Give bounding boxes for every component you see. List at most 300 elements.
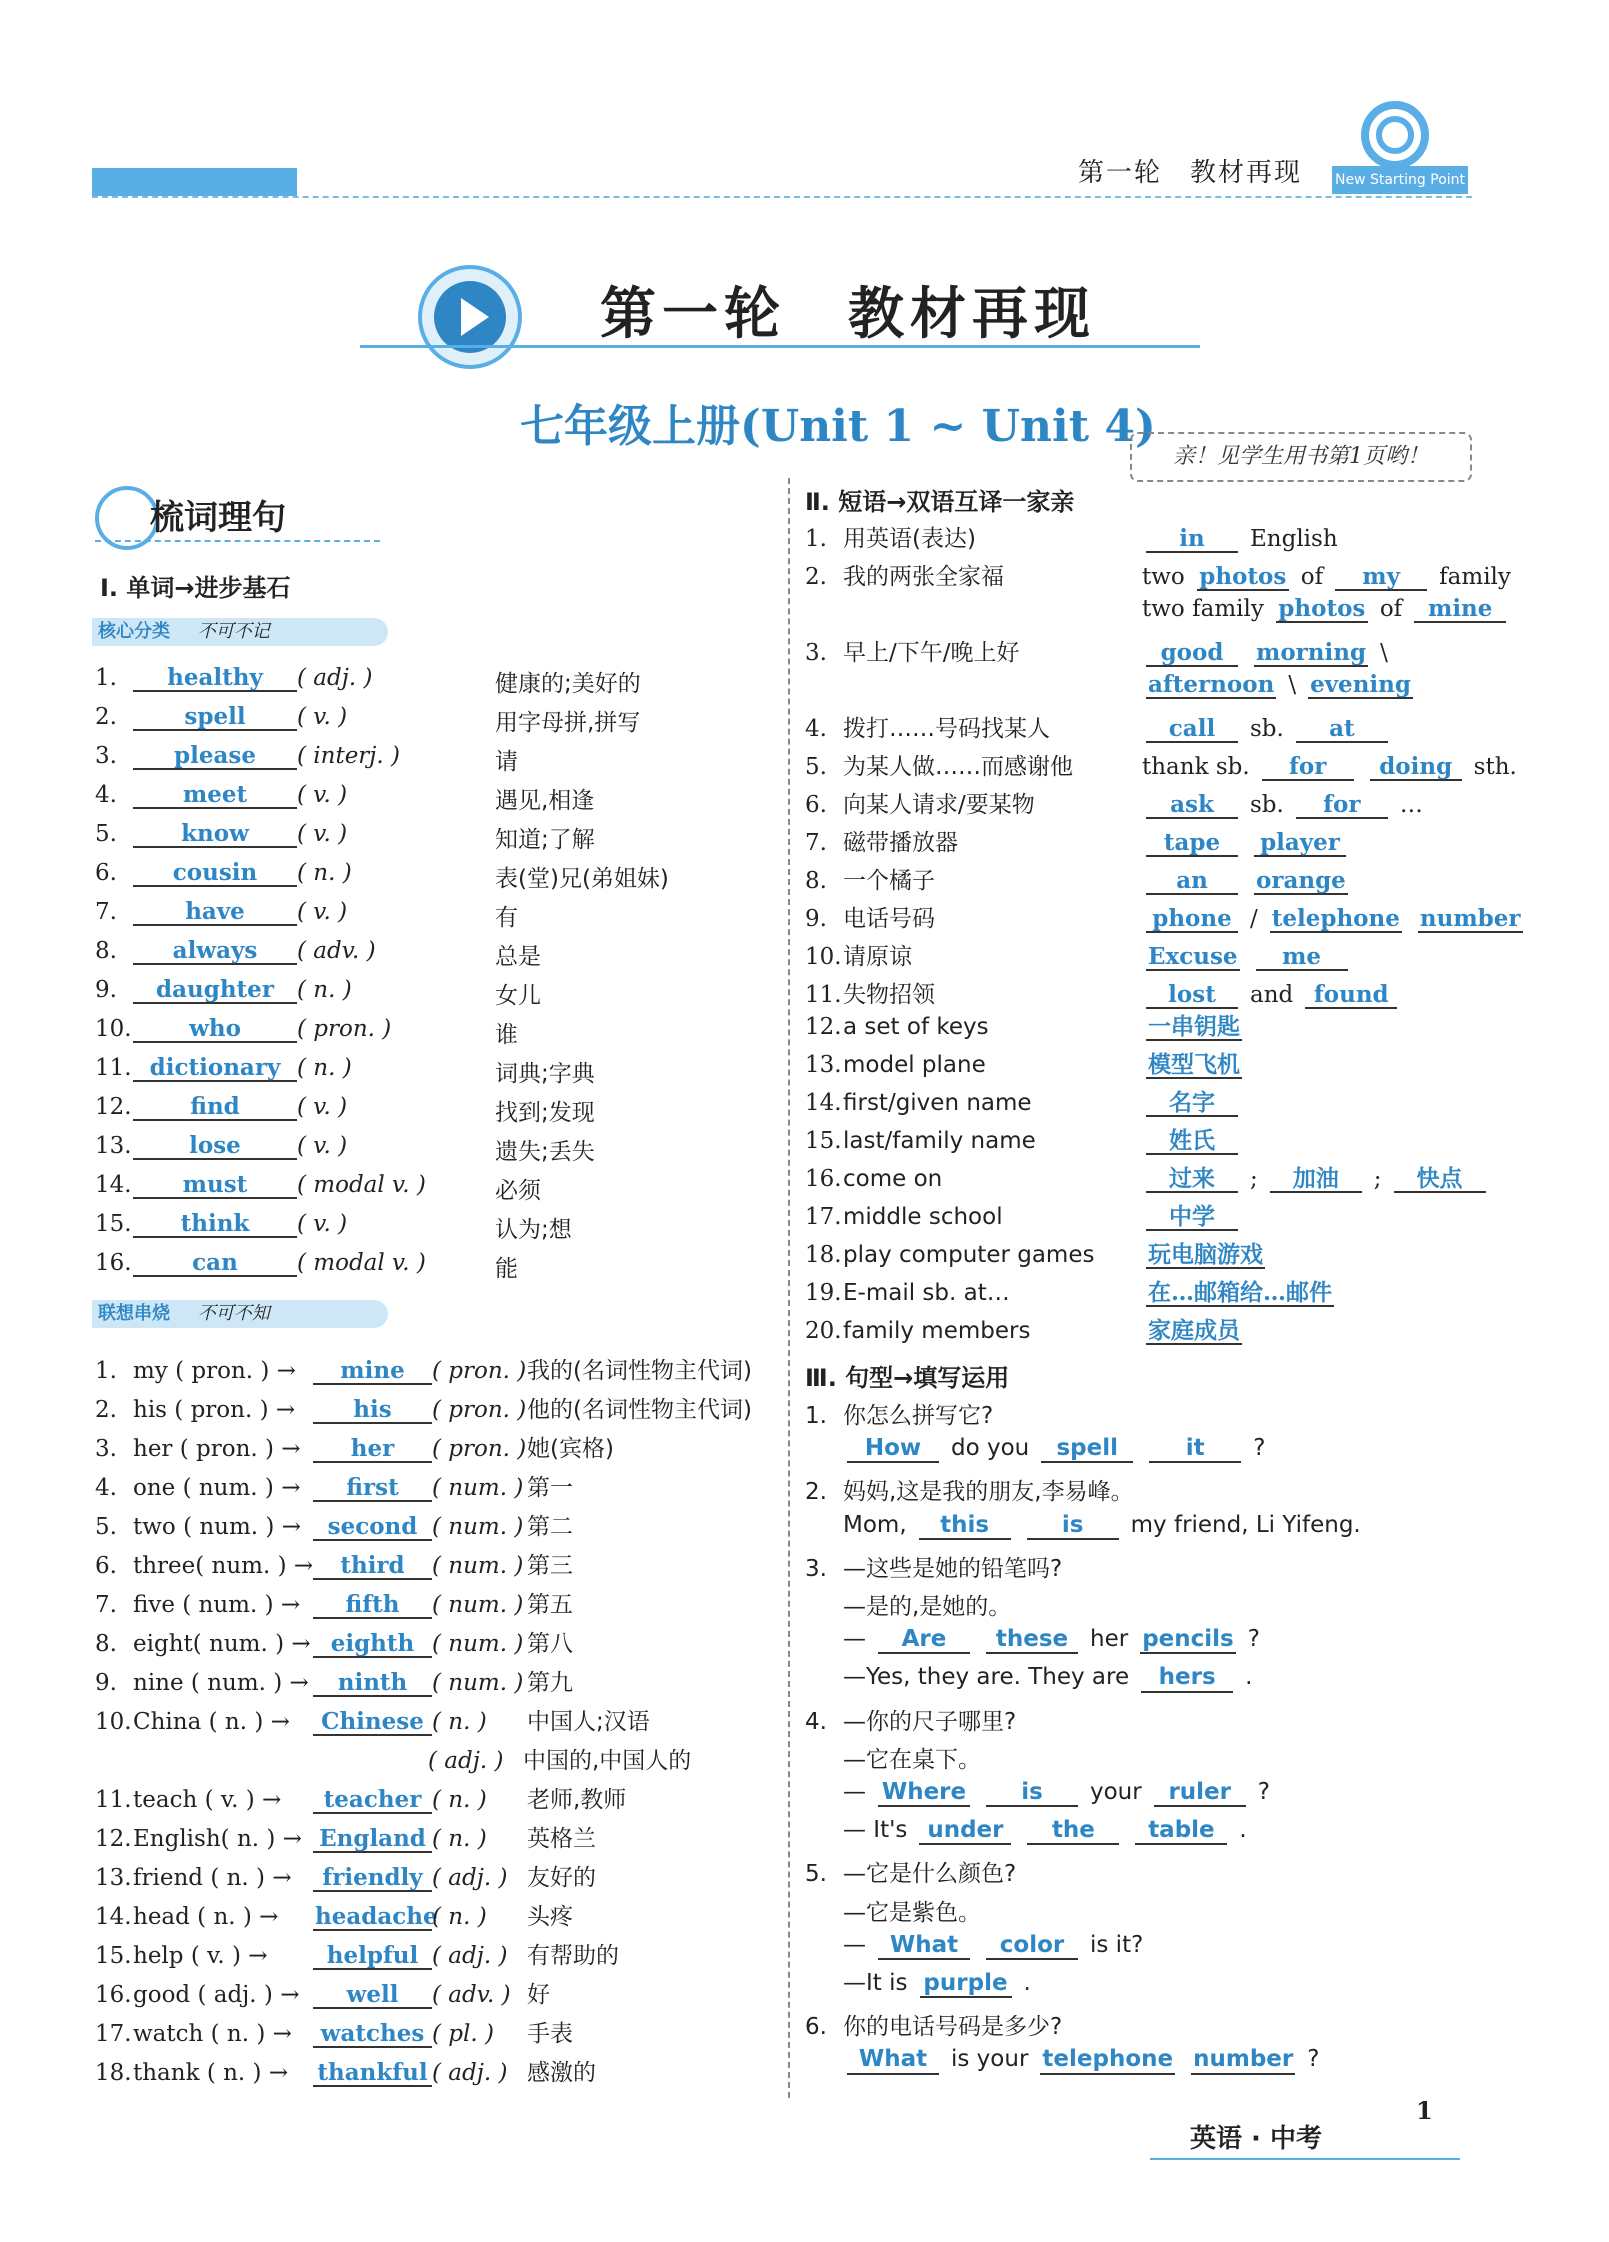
source-word: thank ( n. ) → (133, 2060, 289, 2086)
answer-blank: hers (1141, 1665, 1233, 1692)
part-of-speech: ( n. ) (297, 977, 352, 1003)
phrase-text: ? (1247, 1626, 1260, 1653)
item-number: 11. (95, 1787, 132, 1813)
item-number: 3. (95, 1436, 117, 1462)
phrase-prompt: 为某人做……而感谢他 (843, 754, 1073, 780)
answer-blank: mine (1414, 596, 1506, 623)
answer-blank: Are (878, 1627, 970, 1654)
answer-blank: thankful (313, 2060, 432, 2087)
part-of-speech: ( n. ) (432, 1826, 487, 1852)
phrase-row (805, 520, 1342, 553)
source-word: her ( pron. ) → (133, 1436, 301, 1462)
phrase-text: of (1379, 596, 1403, 622)
answer-blank: ruler (1154, 1780, 1246, 1807)
word-row (95, 1093, 595, 1126)
answer-blank: headache (315, 1903, 438, 1930)
phrase-row (805, 1090, 1246, 1117)
answer-blank: lose (133, 1133, 297, 1160)
sentence-row (805, 1397, 997, 1430)
item-number: 9. (805, 906, 827, 932)
item-number: 5. (95, 821, 117, 847)
item-number: 15. (95, 1943, 132, 1969)
answer-blank: ask (1146, 792, 1238, 819)
phrase-text: —这些是她的铅笔吗? (843, 1555, 1063, 1582)
word-row (95, 820, 595, 853)
phrase-row (805, 596, 1514, 623)
answer-blank: fifth (313, 1592, 432, 1619)
answer-blank: color (986, 1933, 1078, 1960)
answer-blank: 中学 (1146, 1204, 1238, 1231)
answer-blank: her (313, 1436, 432, 1463)
association-row (95, 1664, 573, 1697)
part-of-speech: ( pron. ) (432, 1358, 527, 1384)
source-word: nine ( num. ) → (133, 1670, 309, 1696)
word-meaning: 英格兰 (527, 1826, 596, 1852)
phrase-text: English (1250, 526, 1338, 552)
tag-core (92, 618, 388, 646)
answer-blank: 名字 (1146, 1090, 1238, 1117)
section-title: 梳词理句 (150, 498, 286, 538)
part-of-speech: ( v. ) (297, 821, 348, 847)
sentence-row (805, 1664, 1256, 1692)
footer-subject: 英语 · 中考 (1190, 2124, 1322, 2154)
word-meaning: 头疼 (527, 1904, 573, 1930)
phrase-text: . (1245, 1664, 1253, 1691)
phrase-prompt: 拨打……号码找某人 (843, 716, 1050, 742)
answer-blank: 一串钥匙 (1148, 1013, 1240, 1040)
phrase-row (805, 824, 1354, 857)
phrase-text: ; (1373, 1166, 1382, 1192)
item-number: 4. (805, 1708, 827, 1735)
phrase-text: sb. (1250, 716, 1284, 742)
answer-blank: photos (1197, 564, 1289, 591)
word-meaning: 遗失;丢失 (495, 1139, 595, 1165)
item-number: 10. (95, 1016, 132, 1042)
part-of-speech: ( modal v. ) (297, 1250, 426, 1276)
association-row (95, 1742, 691, 1775)
part-of-speech: ( v. ) (297, 782, 348, 808)
word-row (95, 703, 641, 736)
item-number: 1. (95, 1358, 117, 1384)
sentence-row (805, 1932, 1147, 1960)
answer-blank: mine (313, 1358, 432, 1385)
part-of-speech: ( pl. ) (432, 2021, 494, 2047)
answer-blank: well (313, 1982, 432, 2009)
word-row (95, 976, 541, 1009)
phrase-text: / (1250, 906, 1258, 932)
word-meaning: 找到;发现 (495, 1100, 595, 1126)
answer-blank: afternoon (1148, 671, 1275, 698)
word-meaning: 遇见,相逢 (495, 788, 595, 814)
word-meaning: 认为;想 (495, 1217, 572, 1243)
answer-blank: third (313, 1553, 432, 1580)
answer-blank: lost (1146, 982, 1238, 1009)
phrase-row (805, 1242, 1273, 1269)
item-number: 20. (805, 1318, 842, 1344)
item-number: 16. (95, 1982, 132, 2008)
phrase-row (805, 938, 1356, 971)
sentence-row (805, 2008, 1066, 2041)
item-number: 15. (95, 1211, 132, 1237)
phrase-row (805, 1166, 1494, 1193)
answer-blank: healthy (133, 665, 297, 692)
word-meaning: 他的(名词性物主代词) (527, 1397, 752, 1423)
word-meaning: 第三 (527, 1553, 573, 1579)
association-row (95, 1859, 596, 1892)
item-number: 16. (805, 1166, 842, 1192)
answer-blank: think (133, 1211, 297, 1238)
word-meaning: 用字母拼,拼写 (495, 710, 641, 736)
phrase-text: 妈妈,这是我的朋友,李易峰。 (843, 1479, 1134, 1506)
part2-title: Ⅱ. 短语→双语互译一家亲 (805, 488, 1075, 516)
page-subtitle: 七年级上册(Unit 1 ~ Unit 4) (520, 401, 1156, 452)
part-of-speech: ( modal v. ) (297, 1172, 426, 1198)
phrase-text: sb. (1250, 792, 1284, 818)
phrase-prompt: 电话号码 (843, 906, 935, 932)
phrase-text: . (1239, 1817, 1247, 1844)
sentence-row (805, 1473, 1138, 1506)
spiral-logo-icon (1360, 100, 1430, 170)
word-meaning: 友好的 (527, 1865, 596, 1891)
page-number: 1 (1416, 2096, 1433, 2125)
answer-blank: have (133, 899, 297, 926)
source-word: three( num. ) → (133, 1553, 314, 1579)
item-number: 14. (805, 1090, 842, 1116)
sentence-row (805, 1855, 1020, 1888)
part-of-speech: ( v. ) (297, 1211, 348, 1237)
part-of-speech: ( pron. ) (297, 1016, 392, 1042)
column-divider (788, 478, 790, 2098)
answer-blank: orange (1256, 867, 1346, 894)
sentence-row (805, 2046, 1323, 2074)
item-number: 6. (95, 1553, 117, 1579)
word-row (95, 1210, 572, 1243)
phrase-row (805, 710, 1396, 743)
association-row (95, 2054, 596, 2087)
association-row (95, 1820, 596, 1853)
answer-blank: number (1419, 905, 1521, 932)
word-row (95, 1171, 541, 1204)
answer-blank: call (1146, 716, 1238, 743)
association-row (95, 2015, 573, 2048)
answer-blank: is (1027, 1513, 1119, 1540)
source-word: five ( num. ) → (133, 1592, 301, 1618)
word-meaning: 第二 (527, 1514, 573, 1540)
item-number: 11. (95, 1055, 132, 1081)
phrase-text: — (843, 1931, 866, 1958)
answer-blank: meet (133, 782, 297, 809)
item-number: 17. (95, 2021, 132, 2047)
phrase-row (805, 1014, 1250, 1041)
item-number: 2. (95, 704, 117, 730)
phrase-text: Mom, (843, 1511, 907, 1538)
answer-blank: What (847, 2047, 939, 2074)
answer-blank: tape (1146, 830, 1238, 857)
answer-blank: it (1149, 1436, 1241, 1463)
source-word: one ( num. ) → (133, 1475, 301, 1501)
answer-blank: number (1191, 2047, 1295, 2074)
item-number: 7. (95, 1592, 117, 1618)
word-row (95, 1054, 595, 1087)
phrase-text: —你的尺子哪里? (843, 1708, 1017, 1735)
part-of-speech: ( adj. ) (428, 1748, 504, 1774)
part-of-speech: ( adj. ) (432, 2060, 508, 2086)
association-row (95, 1703, 650, 1736)
phrase-text: her (1090, 1626, 1129, 1653)
item-number: 8. (805, 868, 827, 894)
phrase-prompt: 向某人请求/要某物 (843, 792, 1035, 818)
phrase-row (805, 634, 1392, 667)
part-of-speech: ( num. ) (432, 1670, 524, 1696)
answer-blank: at (1296, 716, 1388, 743)
part-of-speech: ( v. ) (297, 704, 348, 730)
word-meaning: 谁 (495, 1022, 518, 1048)
phrase-prompt: first/given name (843, 1090, 1032, 1116)
part-of-speech: ( num. ) (432, 1631, 524, 1657)
tag-association-label: 联想串烧 (98, 1303, 170, 1324)
answer-blank: know (133, 821, 297, 848)
item-number: 18. (95, 2060, 132, 2086)
footer-underline (1150, 2158, 1460, 2160)
word-meaning: 中国人;汉语 (527, 1709, 650, 1735)
phrase-prompt: 我的两张全家福 (843, 564, 1004, 590)
phrase-text: —它是什么颜色? (843, 1861, 1017, 1888)
source-word: good ( adj. ) → (133, 1982, 300, 2008)
item-number: 14. (95, 1904, 132, 1930)
header-title: 第一轮 教材再现 (1078, 158, 1303, 188)
item-number: 2. (805, 1479, 827, 1506)
part1-title: Ⅰ. 单词→进步基石 (100, 574, 291, 602)
item-number: 8. (95, 1631, 117, 1657)
word-meaning: 第五 (527, 1592, 573, 1618)
sentence-row (805, 1550, 1066, 1583)
answer-blank: spell (133, 704, 297, 731)
item-number: 12. (805, 1014, 842, 1040)
student-book-note: 亲！见学生用书第1页哟！ (1130, 432, 1472, 482)
play-icon (415, 262, 525, 372)
answer-blank: found (1305, 982, 1397, 1009)
answer-blank: can (133, 1250, 297, 1277)
word-row (95, 742, 518, 775)
sentence-row (805, 1588, 1015, 1621)
answer-blank: in (1146, 526, 1238, 553)
phrase-text: —Yes, they are. They are (843, 1664, 1130, 1691)
part-of-speech: ( n. ) (297, 860, 352, 886)
phrase-prompt: E-mail sb. at… (843, 1280, 1010, 1306)
source-word: head ( n. ) → (133, 1904, 279, 1930)
item-number: 6. (805, 792, 827, 818)
tag-core-label: 核心分类 (98, 621, 170, 642)
phrase-prompt: 一个橘子 (843, 868, 935, 894)
item-number: 2. (95, 1397, 117, 1423)
answer-blank: What (878, 1933, 970, 1960)
item-number: 15. (805, 1128, 842, 1154)
phrase-prompt: play computer games (843, 1242, 1095, 1268)
item-number: 3. (805, 1555, 827, 1582)
answer-blank: for (1262, 754, 1354, 781)
phrase-row (805, 558, 1515, 591)
source-word: two ( num. ) → (133, 1514, 301, 1540)
word-meaning: 词典;字典 (495, 1061, 595, 1087)
answer-blank: dictionary (133, 1055, 297, 1082)
part-of-speech: ( n. ) (432, 1904, 487, 1930)
phrase-row (805, 672, 1421, 699)
word-row (95, 937, 541, 970)
phrase-text: ; (1250, 1166, 1258, 1192)
item-number: 13. (805, 1052, 842, 1078)
answer-blank: good (1146, 640, 1238, 667)
item-number: 17. (805, 1204, 842, 1230)
section-underline (95, 540, 380, 542)
item-number: 4. (95, 782, 117, 808)
source-word: his ( pron. ) → (133, 1397, 296, 1423)
word-row (95, 1132, 595, 1165)
phrase-row (805, 748, 1521, 781)
association-row (95, 1937, 619, 1970)
word-meaning: 我的(名词性物主代词) (527, 1358, 752, 1384)
part-of-speech: ( num. ) (432, 1514, 524, 1540)
phrase-text: —它是紫色。 (843, 1899, 981, 1926)
phrase-text: two (1142, 564, 1185, 590)
answer-blank: me (1256, 944, 1348, 971)
item-number: 6. (805, 2014, 827, 2041)
phrase-text: 你怎么拼写它? (843, 1403, 994, 1429)
association-row (95, 1352, 752, 1385)
word-meaning: 知道;了解 (495, 827, 595, 853)
answer-blank: helpful (313, 1943, 432, 1970)
item-number: 3. (805, 640, 827, 666)
phrase-prompt: model plane (843, 1052, 986, 1078)
phrase-row (805, 1204, 1246, 1231)
item-number: 3. (95, 743, 117, 769)
phrase-text: —是的,是她的。 (843, 1594, 1012, 1620)
source-word: eight( num. ) → (133, 1631, 311, 1657)
answer-blank: Chinese (313, 1709, 432, 1736)
header-bar (92, 168, 297, 196)
part-of-speech: ( adv. ) (297, 938, 376, 964)
answer-blank: 家庭成员 (1148, 1317, 1240, 1344)
answer-blank: 姓氏 (1146, 1128, 1238, 1155)
word-meaning: 有 (495, 905, 518, 931)
answer-blank: teacher (313, 1787, 432, 1814)
item-number: 4. (805, 716, 827, 742)
item-number: 9. (95, 1670, 117, 1696)
part-of-speech: ( v. ) (297, 899, 348, 925)
word-meaning: 能 (495, 1256, 518, 1282)
phrase-row (805, 976, 1405, 1009)
sentence-row (805, 1703, 1020, 1736)
source-word: teach ( v. ) → (133, 1787, 282, 1813)
answer-blank: the (1027, 1818, 1119, 1845)
association-row (95, 1586, 573, 1619)
answer-blank: photos (1276, 596, 1368, 623)
item-number: 10. (805, 944, 842, 970)
phrase-text: 你的电话号码是多少? (843, 2014, 1063, 2041)
answer-blank: always (133, 938, 297, 965)
word-row (95, 1249, 518, 1282)
sentence-row (805, 1779, 1274, 1807)
item-number: 2. (805, 564, 827, 590)
association-row (95, 1898, 573, 1931)
source-word: help ( v. ) → (133, 1943, 268, 1969)
answer-blank: morning (1256, 639, 1367, 666)
source-word: China ( n. ) → (133, 1709, 290, 1735)
word-meaning: 有帮助的 (527, 1943, 619, 1969)
phrase-text: ? (1253, 1435, 1266, 1462)
phrase-text: two family (1142, 596, 1264, 622)
item-number: 1. (95, 665, 117, 691)
answer-blank: evening (1310, 671, 1411, 698)
answer-blank: find (133, 1094, 297, 1121)
phrase-text: and (1250, 982, 1294, 1008)
word-meaning: 女儿 (495, 983, 541, 1009)
answer-blank: second (313, 1514, 432, 1541)
source-word: friend ( n. ) → (133, 1865, 292, 1891)
answer-blank: please (133, 743, 297, 770)
answer-blank: 模型飞机 (1148, 1051, 1240, 1078)
word-meaning: 老师,教师 (527, 1787, 627, 1813)
item-number: 18. (805, 1242, 842, 1268)
answer-blank: purple (920, 1971, 1012, 1998)
association-row (95, 1469, 573, 1502)
part-of-speech: ( num. ) (432, 1592, 524, 1618)
part-of-speech: ( n. ) (432, 1709, 487, 1735)
phrase-text: do you (951, 1435, 1030, 1462)
part-of-speech: ( n. ) (432, 1787, 487, 1813)
phrase-text: — (843, 1626, 866, 1653)
phrase-prompt: last/family name (843, 1128, 1036, 1154)
sentence-row (805, 1970, 1035, 1998)
phrase-row (805, 786, 1427, 819)
phrase-text: —它在桌下。 (843, 1746, 981, 1773)
answer-blank: friendly (313, 1865, 432, 1892)
answer-blank: doing (1370, 754, 1462, 781)
part-of-speech: ( v. ) (297, 1133, 348, 1159)
word-meaning: 第一 (527, 1475, 573, 1501)
association-row (95, 1781, 626, 1814)
phrase-prompt: 用英语(表达) (843, 526, 976, 552)
association-row (95, 1508, 573, 1541)
item-number: 4. (95, 1475, 117, 1501)
part-of-speech: ( adj. ) (432, 1943, 508, 1969)
phrase-prompt: 磁带播放器 (843, 830, 958, 856)
item-number: 14. (95, 1172, 132, 1198)
item-number: 5. (805, 1861, 827, 1888)
phrase-text: ? (1307, 2046, 1320, 2073)
answer-blank: is (986, 1780, 1078, 1807)
association-row (95, 1547, 573, 1580)
word-meaning: 第九 (527, 1670, 573, 1696)
tag-association (92, 1300, 388, 1328)
item-number: 12. (95, 1094, 132, 1120)
answer-blank: an (1146, 868, 1238, 895)
phrase-text: . (1023, 1970, 1031, 1996)
source-word: my ( pron. ) → (133, 1358, 296, 1384)
part-of-speech: ( adj. ) (432, 1865, 508, 1891)
answer-blank: phone (1146, 906, 1238, 933)
sentence-row (805, 1817, 1251, 1845)
association-row (95, 1976, 550, 2009)
answer-blank: 快点 (1394, 1166, 1486, 1193)
phrase-row (805, 1318, 1250, 1345)
phrase-row (805, 862, 1356, 895)
phrase-row (805, 1052, 1250, 1079)
phrase-prompt: 失物招领 (843, 982, 935, 1008)
answer-blank: table (1135, 1818, 1227, 1845)
answer-blank: first (313, 1475, 432, 1502)
item-number: 1. (805, 526, 827, 552)
part-of-speech: ( num. ) (432, 1553, 524, 1579)
